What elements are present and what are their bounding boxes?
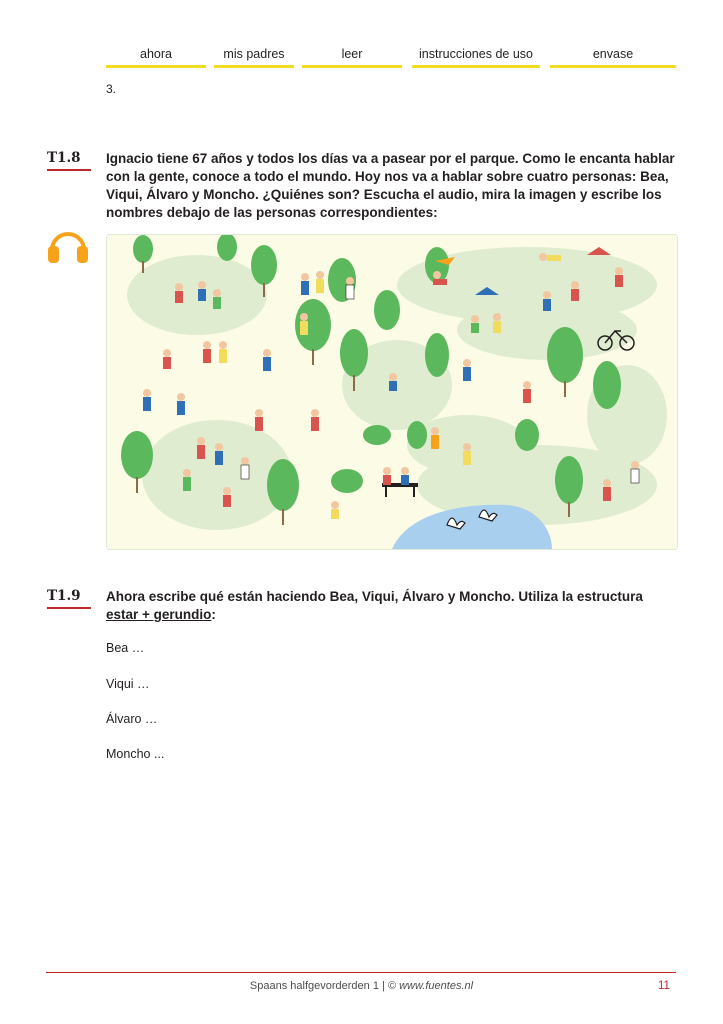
word-bank-item: envase bbox=[550, 45, 676, 68]
word-bank-item: instrucciones de uso bbox=[412, 45, 540, 68]
item-number: 3. bbox=[106, 82, 117, 96]
footer bbox=[0, 980, 723, 992]
task-instructions-t19-text: Ahora escribe qué están haciendo Bea, Viqui, Álvaro y Moncho. Utiliza la estructura bbox=[106, 589, 643, 604]
word-bank-item: ahora bbox=[106, 45, 206, 68]
answer-line-bea[interactable]: Bea … bbox=[106, 641, 145, 655]
answer-line-viqui[interactable]: Viqui … bbox=[106, 677, 150, 691]
footer-divider bbox=[46, 972, 676, 973]
task-instructions-t18: Ignacio tiene 67 años y todos los días va a pasear por el parque. Como le encanta hablar con la gente, conoce a todo el mundo. Hoy nos va a hablar sobre cuatro personas: Bea, Viqui, Álvaro y Moncho. ¿Quiénes son? Escucha el audio, mira la imagen y escribe los nombres debajo de las personas correspondientes: bbox=[106, 151, 675, 220]
word-bank-item: mis padres bbox=[214, 45, 294, 68]
answer-line-moncho[interactable]: Moncho ... bbox=[106, 747, 165, 761]
headphones-icon[interactable] bbox=[46, 226, 90, 264]
task-label-t18: T1.8 bbox=[47, 150, 91, 171]
answer-line-alvaro[interactable]: Álvaro … bbox=[106, 712, 158, 726]
page-number: 11 bbox=[658, 980, 670, 992]
footer-copyright: © www.fuentes.nl bbox=[387, 980, 474, 992]
grammar-structure: estar + gerundio bbox=[106, 607, 212, 622]
task-instructions-t19 bbox=[106, 588, 676, 624]
park-illustration bbox=[106, 234, 678, 550]
word-bank bbox=[106, 45, 676, 69]
word-bank-item: leer bbox=[302, 45, 402, 68]
task-instructions-t19-colon: : bbox=[211, 607, 216, 622]
footer-course-title: Spaans halfgevorderden 1 | bbox=[249, 980, 388, 992]
task-label-t19: T1.9 bbox=[47, 588, 91, 609]
